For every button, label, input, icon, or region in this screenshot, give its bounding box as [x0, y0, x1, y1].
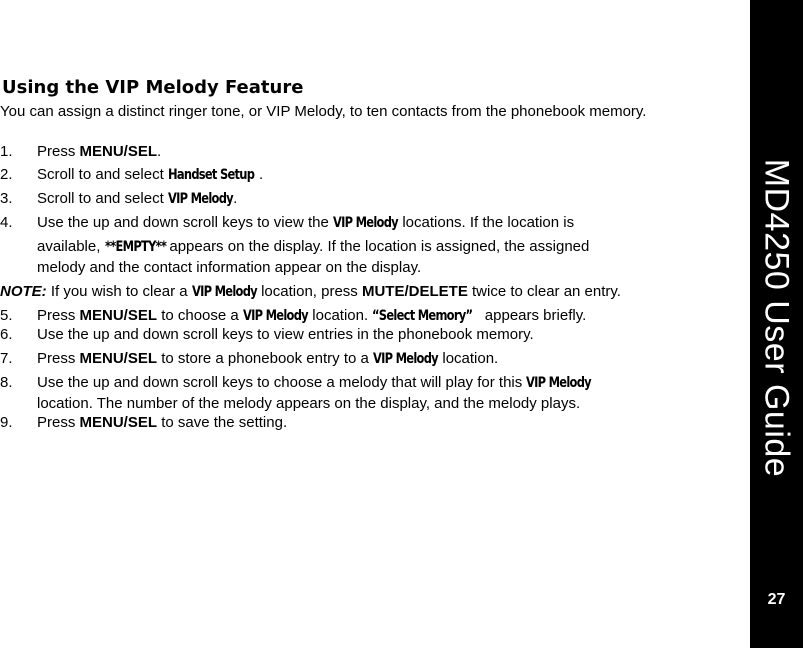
- display-text: Handset Setup: [167, 167, 255, 183]
- note-label: NOTE:: [0, 283, 47, 300]
- section-heading: Using the VIP Melody Feature: [2, 77, 304, 98]
- display-text: VIP Melody: [373, 351, 438, 367]
- step-number: 2.: [0, 166, 13, 183]
- step-number: 6.: [0, 326, 13, 343]
- display-text: “Select Memory”: [372, 308, 473, 324]
- display-text: VIP Melody: [191, 284, 257, 300]
- step-text: Use the up and down scroll keys to choose a melody that will play for this VIP Melody: [37, 374, 592, 391]
- display-text: **EMPTY**: [104, 239, 166, 255]
- display-text: VIP Melody: [333, 215, 398, 231]
- step-text: available, **EMPTY** appears on the display. If the location is assigned, the assigned: [37, 238, 590, 255]
- step-number: 5.: [0, 307, 13, 324]
- step-text: Use the up and down scroll keys to view entries in the phonebook memory.: [37, 326, 534, 343]
- step-number: 8.: [0, 374, 13, 391]
- step-text: location. The number of the melody appears on the display, and the melody plays.: [37, 395, 581, 412]
- intro-paragraph: You can assign a distinct ringer tone, or VIP Melody, to ten contacts from the phonebook memory.: [0, 103, 647, 120]
- display-text: VIP Melody: [167, 191, 233, 207]
- key-label: MENU/SEL: [79, 307, 158, 324]
- guide-title: MD4250 User Guide: [757, 158, 796, 478]
- step-number: 3.: [0, 190, 13, 207]
- step-text: Press MENU/SEL.: [37, 143, 162, 160]
- step-number: 9.: [0, 414, 13, 431]
- note: NOTE: If you wish to clear a VIP Melody location, press MUTE/DELETE twice to clear an entry.: [0, 283, 621, 300]
- step-text: Press MENU/SEL to store a phonebook entry to a VIP Melody location.: [37, 350, 499, 367]
- display-text: VIP Melody: [242, 308, 308, 324]
- key-label: MENU/SEL: [79, 350, 158, 367]
- guide-sidebar: [750, 0, 803, 648]
- key-label: MUTE/DELETE: [361, 283, 468, 300]
- step-text: Press MENU/SEL to save the setting.: [37, 414, 288, 431]
- key-label: MENU/SEL: [79, 414, 158, 431]
- step-text: Press MENU/SEL to choose a VIP Melody location. “Select Memory” appears briefly.: [37, 307, 587, 324]
- step-text: Use the up and down scroll keys to view the VIP Melody locations. If the location is: [37, 214, 575, 231]
- step-text: melody and the contact information appear on the display.: [37, 259, 422, 276]
- page-number: 27: [767, 591, 786, 608]
- step-number: 4.: [0, 214, 13, 231]
- key-label: MENU/SEL: [79, 143, 158, 160]
- step-text: Scroll to and select Handset Setup .: [37, 166, 264, 183]
- step-number: 7.: [0, 350, 13, 367]
- step-number: 1.: [0, 143, 13, 160]
- step-text: Scroll to and select VIP Melody.: [37, 190, 238, 207]
- display-text: VIP Melody: [526, 375, 592, 391]
